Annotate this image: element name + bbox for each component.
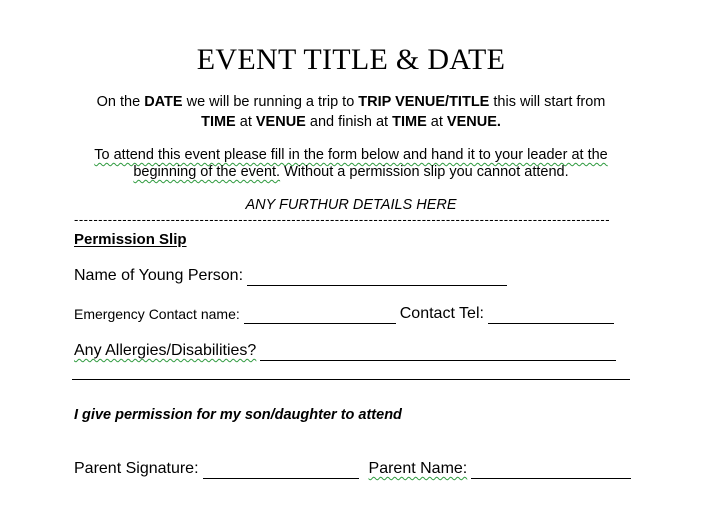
parent-row [74,459,631,479]
allergies-row [74,341,616,361]
permission-slip-heading: Permission Slip [74,231,187,248]
contact-tel-blank[interactable] [488,307,614,324]
event-title: EVENT TITLE & DATE [196,43,506,76]
intro-text: at [426,114,447,130]
young-person-blank[interactable] [247,269,507,286]
allergies-blank[interactable] [260,344,616,361]
intro-date: DATE [144,94,183,110]
intro-start-venue: VENUE [255,114,306,130]
intro-text: we will be running a trip to [182,94,359,110]
intro-text: and finish at [305,114,393,130]
intro-text: this will start from [489,94,606,110]
young-person-label: Name of Young Person: [74,267,244,284]
attend-line-1: To attend this event please fill in the form below and hand it to your leader at the [94,147,608,163]
young-person-row [74,266,507,286]
further-details: ANY FURTHUR DETAILS HERE [245,197,457,213]
permission-statement: I give permission for my son/daughter to attend [74,407,402,423]
allergies-label: Any Allergies/Disabilities? [74,342,257,359]
intro-paragraph [0,92,702,132]
attend-line-2-rest: Without a permission slip you cannot attend. [280,164,569,180]
attend-line-2-underlined: beginning of the event. [133,164,281,180]
emergency-contact-blank[interactable] [244,307,396,324]
attend-instructions [0,147,702,181]
emergency-contact-row [74,304,614,324]
parent-name-blank[interactable] [471,462,631,479]
intro-venue-title: TRIP VENUE/TITLE [358,94,490,110]
cut-line-divider: --------------------------------------------------------------------------------------------------------------- [74,213,611,227]
allergies-continuation-line[interactable] [72,379,630,380]
emergency-contact-label: Emergency Contact name: [74,306,240,322]
parent-signature-blank[interactable] [203,462,359,479]
contact-tel-label: Contact Tel: [399,305,484,322]
intro-start-time: TIME [201,114,236,130]
intro-finish-venue: VENUE. [446,114,501,130]
intro-text: On the [96,94,145,110]
intro-finish-time: TIME [392,114,427,130]
parent-signature-label: Parent Signature: [74,460,199,477]
parent-name-label: Parent Name: [368,460,468,477]
intro-text: at [235,114,256,130]
